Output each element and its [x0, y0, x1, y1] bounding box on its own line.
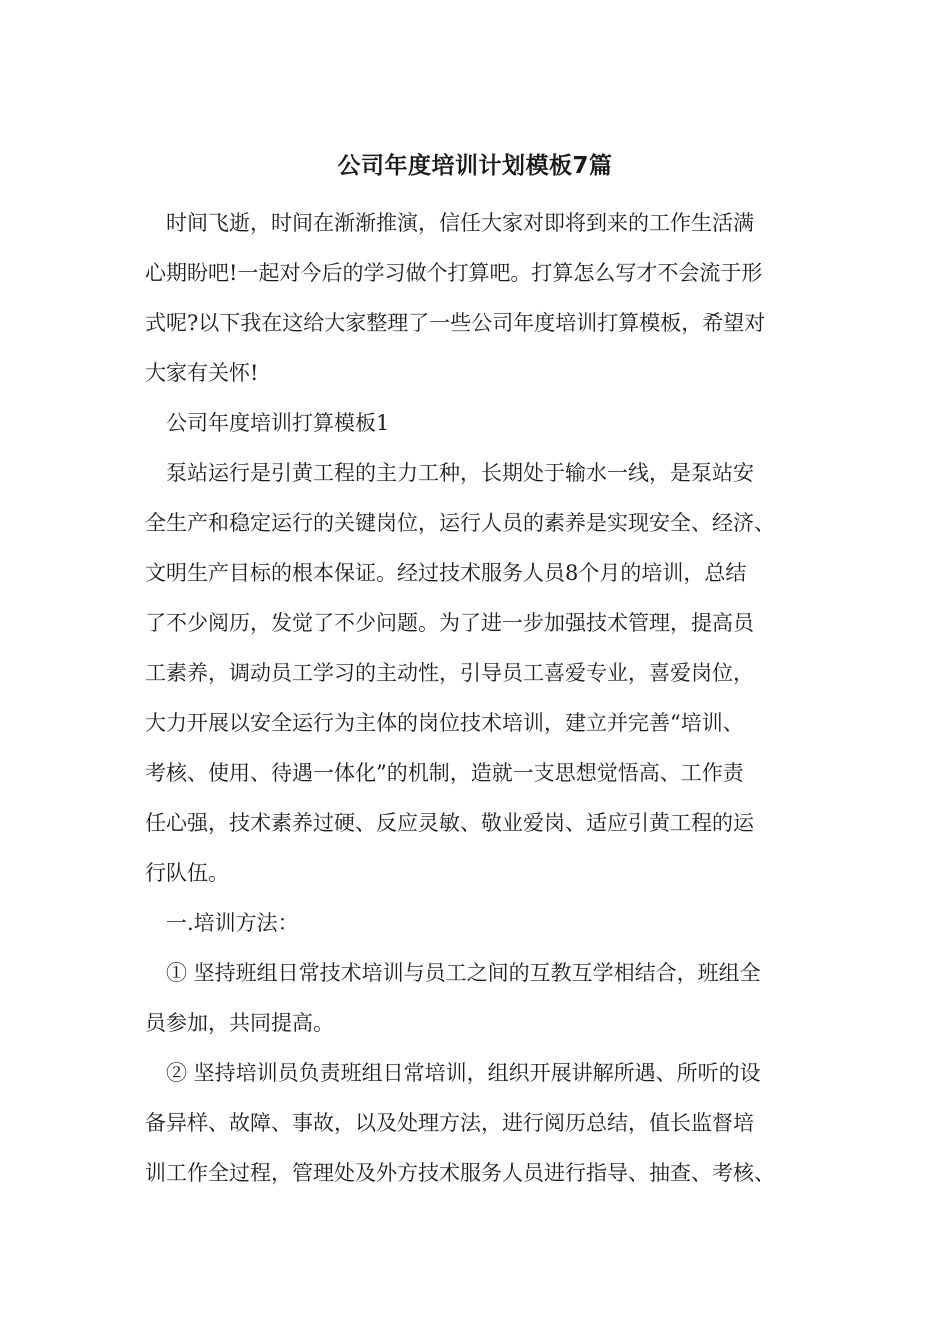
paragraph-line: 工素养，调动员工学习的主动性，引导员工喜爱专业，喜爱岗位，: [145, 661, 754, 685]
paragraph-line: 大家有关怀!: [145, 361, 259, 385]
section-heading: 公司年度培训打算模板1: [166, 411, 390, 435]
paragraph-line: 文明生产目标的根本保证。经过技术服务人员8个月的培训，总结: [145, 561, 747, 585]
paragraph-line: 心期盼吧!一起对今后的学习做个打算吧。打算怎么写才不会流于形: [145, 261, 763, 285]
list-item-line: 备异样、故障、事故，以及处理方法，进行阅历总结，值长监督培: [145, 1111, 754, 1135]
paragraph-line: 考核、使用、待遇一体化”的机制，造就一支思想觉悟高、工作责: [145, 761, 744, 785]
section-heading: 一.培训方法：: [166, 911, 299, 935]
list-item-line: ① 坚持班组日常技术培训与员工之间的互教互学相结合，班组全: [166, 961, 761, 985]
paragraph-line: 全生产和稳定运行的关键岗位，运行人员的素养是实现安全、经济、: [145, 511, 775, 535]
list-item-line: ② 坚持培训员负责班组日常培训，组织开展讲解所遇、所听的设: [166, 1061, 761, 1085]
paragraph-line: 时间飞逝，时间在渐渐推演，信任大家对即将到来的工作生活满: [166, 211, 754, 235]
paragraph-line: 行队伍。: [145, 861, 229, 885]
paragraph-line: 了不少阅历，发觉了不少问题。为了进一步加强技术管理，提高员: [145, 611, 754, 635]
document-title: 公司年度培训计划模板7篇: [337, 153, 613, 179]
paragraph-line: 泵站运行是引黄工程的主力工种，长期处于输水一线，是泵站安: [166, 461, 754, 485]
paragraph-line: 式呢?以下我在这给大家整理了一些公司年度培训打算模板，希望对: [145, 311, 766, 335]
list-item-line: 员参加，共同提高。: [145, 1011, 334, 1035]
list-item-line: 训工作全过程，管理处及外方技术服务人员进行指导、抽查、考核、: [145, 1161, 775, 1185]
paragraph-line: 大力开展以安全运行为主体的岗位技术培训，建立并完善“培训、: [145, 711, 744, 735]
paragraph-line: 任心强，技术素养过硬、反应灵敏、敬业爱岗、适应引黄工程的运: [145, 811, 754, 835]
